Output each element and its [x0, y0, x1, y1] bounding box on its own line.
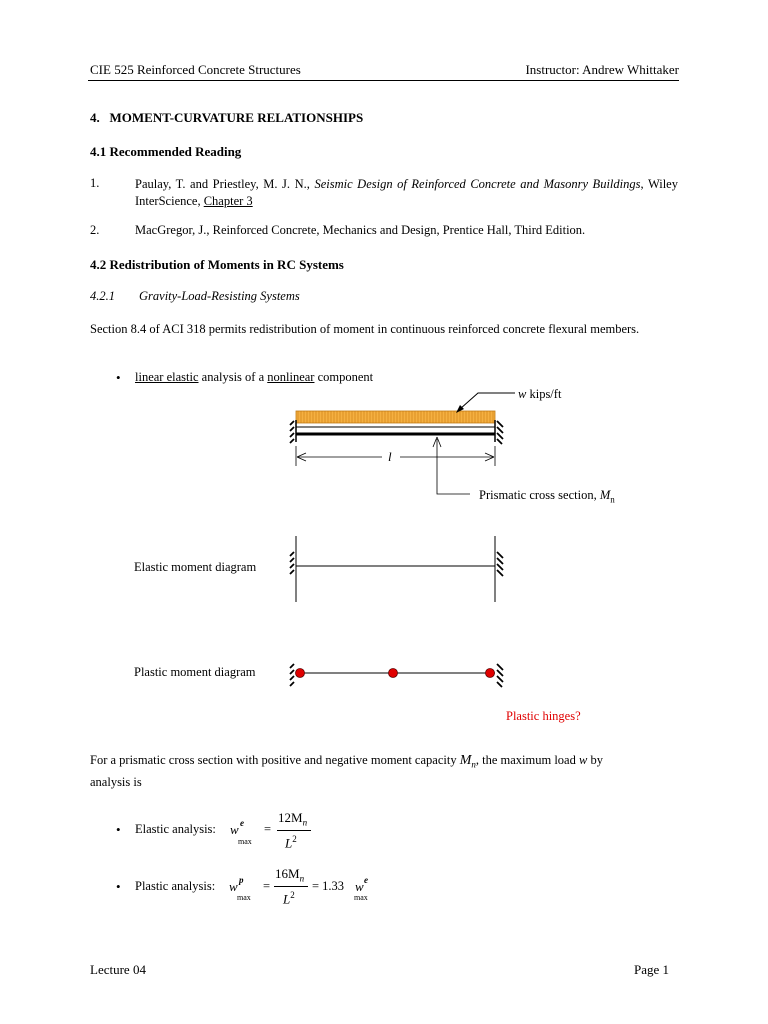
capacity-text-c: by	[587, 753, 603, 767]
capacity-text-a: For a prismatic cross section with positive and negative moment capacity	[90, 753, 460, 767]
elastic-analysis-fraction-bar	[277, 830, 311, 831]
load-label	[518, 387, 561, 402]
linear-elastic-link[interactable]: linear elastic	[135, 370, 199, 384]
reference-1-authors: Paulay, T. and Priestley, M. J. N.,	[135, 177, 315, 191]
intro-paragraph: Section 8.4 of ACI 318 permits redistribution of moment in continuous reinforced concrete flexural members.	[90, 322, 640, 336]
section-4-1-heading: 4.1 Recommended Reading	[90, 144, 242, 159]
elastic-moment-label: Elastic moment diagram	[134, 560, 257, 574]
plastic-analysis-label: Plastic analysis:	[135, 879, 216, 893]
load-leader	[460, 393, 515, 409]
capacity-paragraph-line2: analysis is	[90, 775, 142, 789]
plastic-hinge-left	[296, 669, 305, 678]
plastic-analysis-sup2: e	[364, 875, 368, 885]
section-label-symbol: M	[599, 488, 611, 502]
elastic-analysis-equals: =	[264, 822, 272, 836]
capacity-subscript: n	[471, 759, 476, 770]
capacity-w: w	[578, 753, 588, 767]
section-label	[479, 488, 615, 505]
elastic-num-text: 12M	[278, 810, 303, 825]
bullet-text-b: component	[314, 370, 374, 384]
plastic-analysis-equals: =	[263, 879, 271, 893]
span-label: l	[388, 449, 392, 464]
elastic-analysis-sup: e	[240, 818, 244, 828]
plastic-analysis-w2: w	[355, 879, 364, 894]
header-instructor: Instructor: Andrew Whittaker	[525, 62, 679, 77]
capacity-symbol: M	[459, 753, 472, 768]
elastic-num-sub: n	[302, 817, 308, 828]
bullet-text-a: analysis of a	[198, 370, 268, 384]
reference-1-book: Seismic Design of Reinforced Concrete and Masonry Buildings	[314, 177, 641, 191]
footer-lecture: Lecture 04	[90, 962, 146, 977]
capacity-text-b: , the maximum load	[475, 753, 579, 767]
plastic-hinge-mid	[389, 669, 398, 678]
footer-page-number: Page 1	[633, 962, 669, 977]
left-fixed-support	[290, 420, 296, 443]
section-leader	[437, 439, 470, 494]
plastic-analysis-w: w	[229, 879, 238, 894]
reference-2-number: 2.	[90, 223, 100, 237]
elastic-analysis-bullet-dot: •	[116, 822, 121, 837]
section-4-2-heading: 4.2 Redistribution of Moments in RC Systems	[90, 257, 344, 272]
section-4-number: 4.	[90, 110, 100, 125]
section-4-title: MOMENT-CURVATURE RELATIONSHIPS	[109, 110, 364, 125]
plastic-num-sub: n	[299, 873, 305, 884]
plastic-analysis-fraction-bar	[274, 886, 308, 887]
plastic-analysis-sup: p	[239, 875, 244, 885]
plastic-analysis-equals-2: = 1.33	[312, 879, 345, 893]
header-course: CIE 525 Reinforced Concrete Structures	[90, 62, 301, 77]
elastic-left-hatch	[290, 552, 294, 574]
section-4-2-1-title: Gravity-Load-Resisting Systems	[139, 289, 300, 303]
nonlinear-link[interactable]: nonlinear	[267, 370, 315, 384]
elastic-analysis-label: Elastic analysis:	[135, 822, 216, 836]
plastic-analysis-sub: max	[237, 893, 251, 902]
plastic-analysis-bullet-dot: •	[116, 879, 121, 894]
bullet-dot: •	[116, 370, 121, 385]
elastic-right-hatch	[497, 552, 503, 576]
reference-1-number: 1.	[90, 176, 100, 190]
plastic-right-hatch	[497, 664, 503, 687]
plastic-den-sup: 2	[290, 890, 295, 900]
elastic-analysis-w: w	[230, 822, 239, 837]
elastic-analysis-numerator	[278, 810, 307, 828]
elastic-analysis-sub: max	[238, 837, 252, 846]
elastic-den-text: L	[285, 835, 293, 851]
elastic-analysis-denominator	[285, 834, 297, 851]
plastic-hinges-label: Plastic hinges?	[506, 709, 581, 723]
reference-1-chapter-link[interactable]: Chapter 3	[203, 194, 253, 208]
plastic-analysis-denominator	[283, 890, 295, 907]
section-label-subscript: n	[610, 494, 615, 505]
reference-2-text: MacGregor, J., Reinforced Concrete, Mechanics and Design, Prentice Hall, Third Edition.	[135, 223, 586, 237]
right-fixed-support	[495, 420, 503, 444]
load-symbol: w	[518, 387, 527, 401]
section-label-text: Prismatic cross section,	[479, 488, 600, 502]
plastic-left-hatch	[290, 664, 294, 686]
capacity-paragraph-line1	[90, 753, 603, 770]
load-units: kips/ft	[526, 387, 562, 401]
plastic-num-text: 16M	[275, 866, 300, 881]
plastic-den-text: L	[283, 891, 291, 907]
plastic-hinge-right	[486, 669, 495, 678]
reference-1-publisher: , Wiley InterScience,	[135, 177, 678, 208]
section-4-2-1-number: 4.2.1	[90, 289, 115, 303]
distributed-load	[296, 411, 495, 423]
plastic-analysis-sub2: max	[354, 893, 368, 902]
elastic-den-sup: 2	[292, 834, 297, 844]
plastic-moment-label: Plastic moment diagram	[134, 665, 256, 679]
plastic-analysis-numerator	[275, 866, 304, 884]
